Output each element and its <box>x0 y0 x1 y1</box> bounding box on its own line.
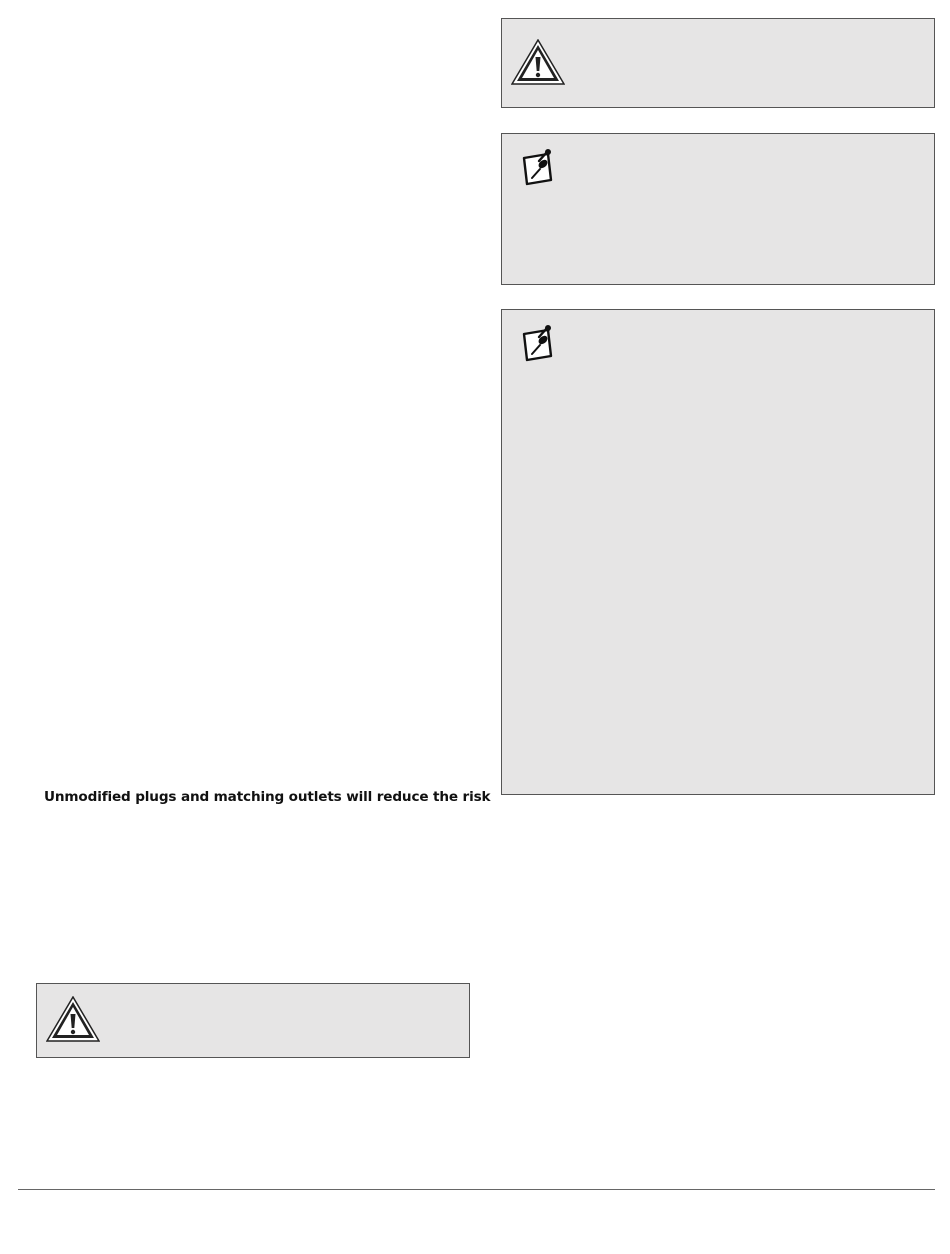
footer-divider <box>18 1189 935 1190</box>
warning-triangle-icon <box>511 39 565 85</box>
body-bold-text: Unmodified plugs and matching outlets will reduce the risk <box>44 789 491 805</box>
note-callout-1 <box>501 133 935 285</box>
note-pushpin-icon <box>518 324 558 364</box>
warning-callout-top <box>501 18 935 108</box>
warning-callout-bottom <box>36 983 470 1058</box>
warning-triangle-icon <box>46 996 100 1042</box>
note-callout-2 <box>501 309 935 795</box>
note-pushpin-icon <box>518 148 558 188</box>
